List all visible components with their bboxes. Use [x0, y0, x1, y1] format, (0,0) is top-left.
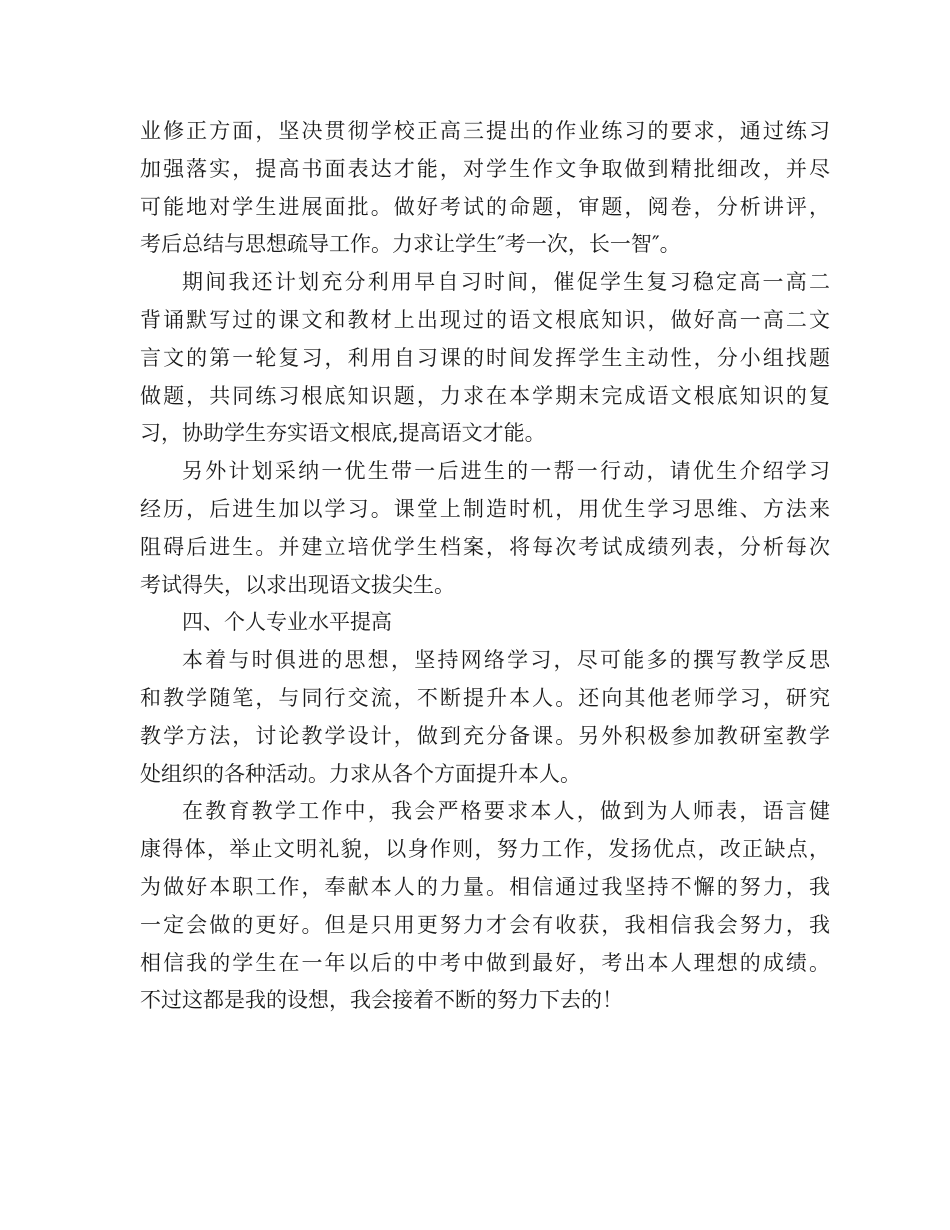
text-line: 阻碍后进生。并建立培优学生档案，将每次考试成绩列表，分析每次 [140, 534, 830, 559]
text-line: 期间我还计划充分利用早自习时间，催促学生复习稳定高一高二 [182, 270, 830, 295]
text-line: 处组织的各种活动。力求从各个方面提升本人。 [140, 761, 581, 786]
text-line: 做题，共同练习根底知识题，力求在本学期末完成语文根底知识的复 [140, 383, 830, 408]
text-line: 背诵默写过的课文和教材上出现过的语文根底知识，做好高一高二文 [140, 307, 830, 332]
text-line: 和教学随笔，与同行交流，不断提升本人。还向其他老师学习，研究 [140, 685, 830, 710]
text-line: 不过这都是我的设想，我会接着不断的努力下去的！ [140, 988, 623, 1013]
text-line: 习，协助学生夯实语文根底,提高语文才能。 [140, 421, 546, 446]
text-line: 为做好本职工作，奉献本人的力量。相信通过我坚持不懈的努力，我 [140, 874, 830, 899]
text-line: 考后总结与思想疏导工作。力求让学生″考一次，长一智″。 [140, 232, 681, 257]
text-line: 本着与时俱进的思想，坚持网络学习，尽可能多的撰写教学反思 [182, 648, 830, 673]
text-line: 考试得失，以求出现语文拔尖生。 [140, 572, 455, 597]
text-line: 另外计划采纳一优生带一后进生的一帮一行动，请优生介绍学习 [182, 459, 830, 484]
text-line: 康得体，举止文明礼貌，以身作则，努力工作，发扬优点，改正缺点， [140, 837, 830, 862]
text-line: 一定会做的更好。但是只用更努力才会有收获，我相信我会努力，我 [140, 912, 830, 937]
text-line: 在教育教学工作中，我会严格要求本人，做到为人师表，语言健 [182, 799, 830, 824]
text-line: 言文的第一轮复习，利用自习课的时间发挥学生主动性，分小组找题 [140, 345, 830, 370]
document-body [140, 113, 830, 1020]
text-line: 可能地对学生进展面批。做好考试的命题，审题，阅卷，分析讲评， [140, 194, 830, 219]
text-line: 相信我的学生在一年以后的中考中做到最好，考出本人理想的成绩。 [140, 950, 830, 975]
text-line: 业修正方面，坚决贯彻学校正高三提出的作业练习的要求，通过练习 [140, 119, 830, 143]
text-line: 四、个人专业水平提高 [182, 610, 392, 635]
text-line: 经历，后进生加以学习。课堂上制造时机，用优生学习思维、方法来 [140, 496, 830, 521]
text-line: 教学方法，讨论教学设计，做到充分备课。另外积极参加教研室教学 [140, 723, 830, 748]
text-line: 加强落实，提高书面表达才能，对学生作文争取做到精批细改，并尽 [140, 156, 830, 181]
